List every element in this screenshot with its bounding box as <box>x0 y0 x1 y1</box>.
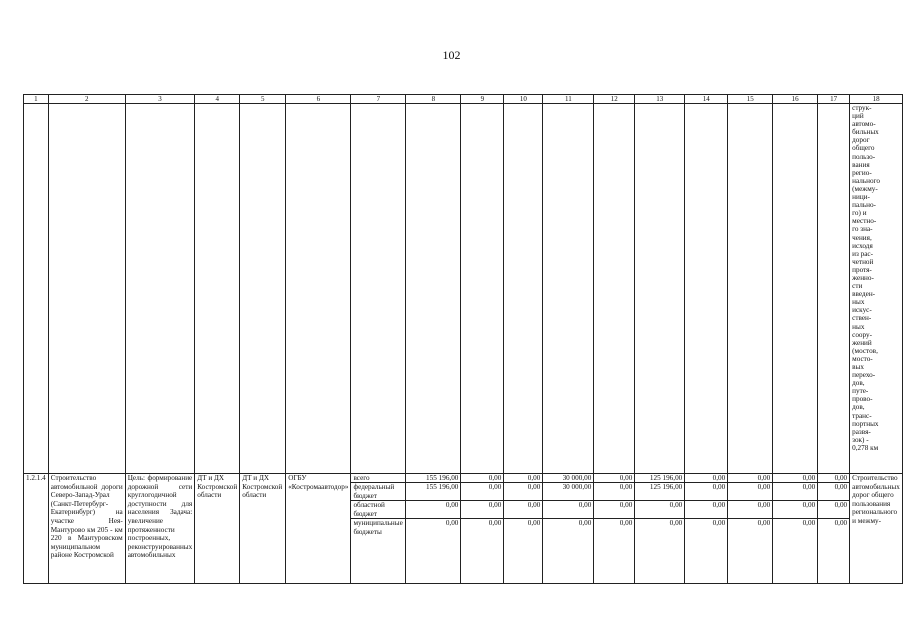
value: 0,00 <box>488 519 502 527</box>
project-name: Строительство автомобильной дороги Северо-Запад-Урал (Санкт-Петербург-Екатеринбург) на участке Нея-Мантурово км 205 - км 220 в Мантуровском муниципальном районе Костромской <box>48 474 125 584</box>
funding-source: областной бюджет <box>351 501 405 519</box>
budget-table <box>23 94 903 584</box>
column-number: 13 <box>635 95 685 104</box>
column-number: 3 <box>125 95 195 104</box>
value-cell <box>406 474 461 584</box>
value-cell <box>594 474 635 584</box>
value: 0,00 <box>445 519 459 527</box>
participant: ОГБУ «Костромаавтодор» <box>286 474 351 584</box>
value: 30 000,00 <box>543 474 593 483</box>
value: 155 196,00 <box>406 483 460 501</box>
column-number: 11 <box>543 95 594 104</box>
value-cell <box>685 474 728 584</box>
value: 0,00 <box>669 519 683 527</box>
column-number: 17 <box>818 95 850 104</box>
table-row <box>24 474 903 584</box>
column-number: 10 <box>504 95 543 104</box>
value-cell <box>773 474 818 584</box>
value: 0,00 <box>728 474 772 483</box>
column-number: 2 <box>48 95 125 104</box>
value: 30 000,00 <box>543 483 593 501</box>
value: 125 196,00 <box>635 483 684 501</box>
value: 155 196,00 <box>406 474 460 483</box>
value: 0,00 <box>818 483 849 501</box>
value: 0,00 <box>504 501 542 519</box>
value: 0,00 <box>834 519 848 527</box>
value: 0,00 <box>504 474 542 483</box>
row-number: 1.2.1.4 <box>24 474 49 584</box>
column-number: 14 <box>685 95 728 104</box>
column-number: 12 <box>594 95 635 104</box>
value-cell <box>543 474 594 584</box>
value: 0,00 <box>594 501 634 519</box>
responsible-executor: ДТ и ДХ Костромской области <box>195 474 240 584</box>
value: 0,00 <box>594 483 634 501</box>
column-number: 15 <box>728 95 773 104</box>
column-number: 4 <box>195 95 240 104</box>
value-cell <box>461 474 504 584</box>
funding-source: всего <box>351 474 405 483</box>
value: 0,00 <box>802 519 816 527</box>
value-cell <box>504 474 543 584</box>
value: 0,00 <box>728 483 772 501</box>
column-number: 18 <box>850 95 903 104</box>
value: 0,00 <box>635 501 684 519</box>
continuation-col18: струк- ций автомо- бильных дорог общего пользо- вания регио- нального (межму- ници- пально- го) и местно- го зна- чения, исходя из рас- четной протя- женно- сти введен- ных искус- ствен- ных соору- жений (мостов, мосто- вых перехо- дов, путе- прово- дов, транс- портных развя- зок) - 0,278 км <box>850 104 903 474</box>
column-number: 1 <box>24 95 49 104</box>
page-number: 102 <box>442 48 461 62</box>
column-number: 16 <box>773 95 818 104</box>
value: 0,00 <box>773 501 817 519</box>
value: 0,00 <box>773 483 817 501</box>
value: 0,00 <box>685 474 727 483</box>
value: 0,00 <box>818 474 849 483</box>
value: 0,00 <box>406 501 460 519</box>
funding-source: федеральный бюджет <box>351 483 405 501</box>
value: 0,00 <box>461 474 503 483</box>
value: 125 196,00 <box>635 474 684 483</box>
value: 0,00 <box>757 519 771 527</box>
value: 0,00 <box>594 474 634 483</box>
value: 0,00 <box>504 483 542 501</box>
funding-source-cell <box>351 474 406 584</box>
column-number-row <box>24 95 903 104</box>
column-number: 6 <box>286 95 351 104</box>
funding-source: муниципальные бюджеты <box>353 519 403 536</box>
indicator-col18: Строительство автомобильных дорог общего пользования регионального и межму- <box>850 474 903 584</box>
column-number: 9 <box>461 95 504 104</box>
column-number: 5 <box>240 95 286 104</box>
co-executor: ДТ и ДХ Костромской области <box>240 474 286 584</box>
value: 0,00 <box>818 501 849 519</box>
value: 0,00 <box>619 519 633 527</box>
value: 0,00 <box>543 501 593 519</box>
value: 0,00 <box>685 501 727 519</box>
value: 0,00 <box>728 501 772 519</box>
value: 0,00 <box>527 519 541 527</box>
value-cell <box>635 474 685 584</box>
column-number: 7 <box>351 95 406 104</box>
value: 0,00 <box>578 519 592 527</box>
column-number: 8 <box>406 95 461 104</box>
value: 0,00 <box>461 501 503 519</box>
value: 0,00 <box>685 483 727 501</box>
goal-task: Цель: формирование дорожной сети круглогодичной доступности для населения Задача: увеличение протяженности построенных, реконструированных автомобильных <box>125 474 195 584</box>
value: 0,00 <box>773 474 817 483</box>
continuation-row <box>24 104 903 474</box>
value-cell <box>818 474 850 584</box>
value-cell <box>728 474 773 584</box>
value: 0,00 <box>712 519 726 527</box>
value: 0,00 <box>461 483 503 501</box>
